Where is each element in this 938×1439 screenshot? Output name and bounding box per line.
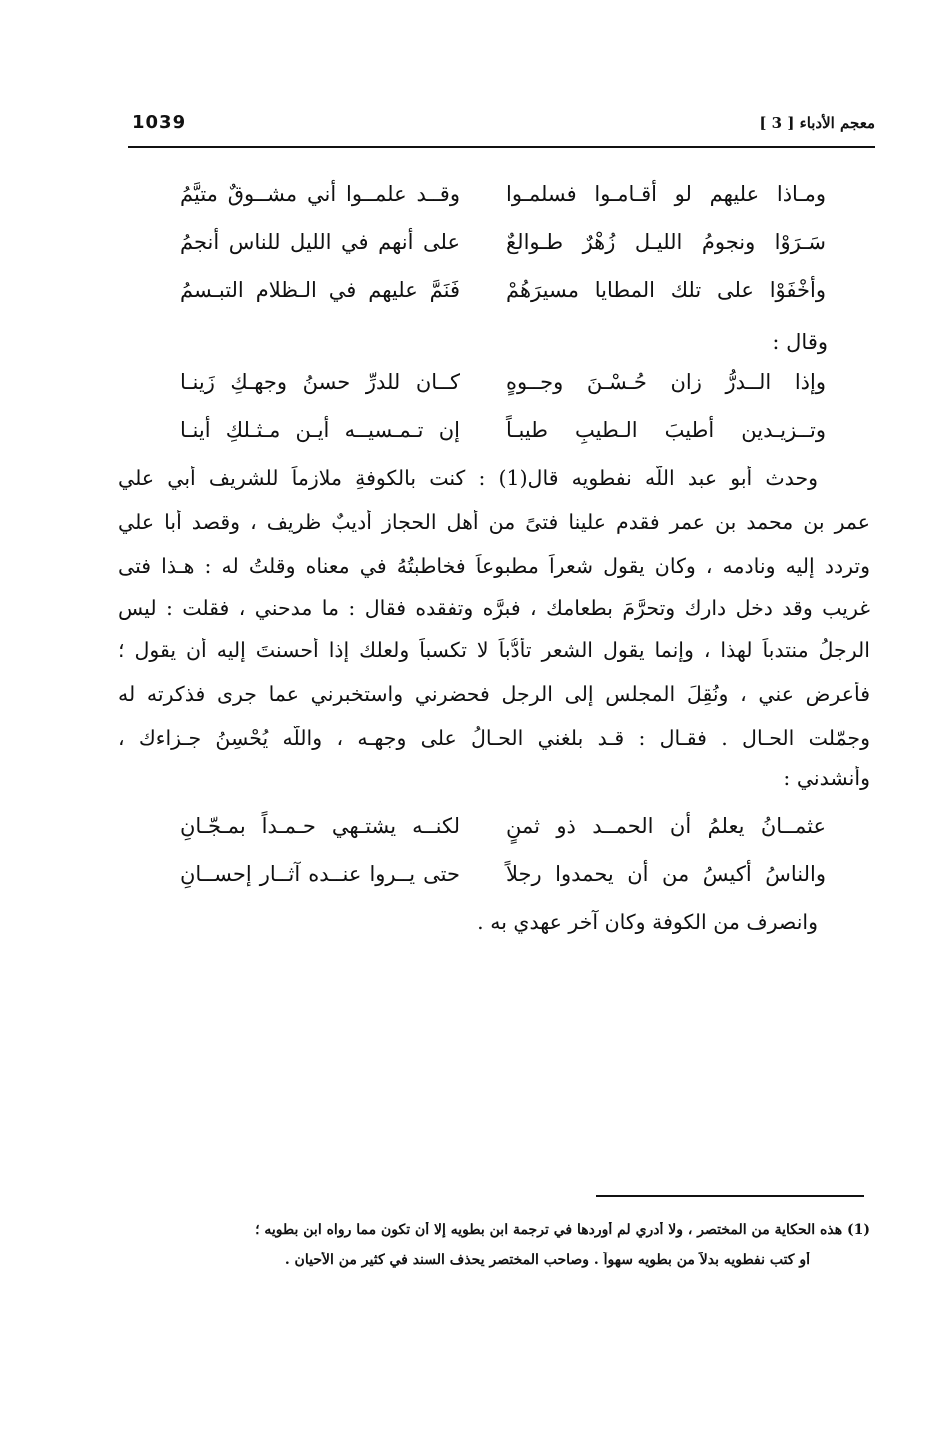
verse-second-hemistich: وقــد علمــوا أني مشــوقٌ متيَّمُ	[180, 182, 460, 206]
verse-line	[150, 814, 826, 864]
verse-first-hemistich: وإذا الــدرُّ زان حُـسْـنَ وجــوهٍ	[506, 370, 826, 394]
verse-line	[150, 418, 826, 468]
verse-second-hemistich: إن تـمـسيــه أيـن مـثـلكِ أينـا	[180, 418, 460, 442]
header-rule	[128, 146, 875, 148]
verse-first-hemistich: ومـاذا عليهم لو أقـامـوا فسلمـوا	[506, 182, 826, 206]
paragraph-line: وحدث أبو عبد اللّه نفطويه قال(1) : كنت بالكوفةِ ملازماً للشريف أبي علي	[118, 466, 818, 490]
verse-second-hemistich: لكنــه يشتـهي حـمـداً بمـجّـانِ	[180, 814, 460, 838]
verse-line	[150, 370, 826, 420]
verse-line	[150, 862, 826, 912]
verse-first-hemistich: عثمــانُ يعلمُ أن الحمــد ذو ثمنٍ	[506, 814, 826, 838]
page-header	[128, 112, 875, 142]
paragraph-line: وتردد إليه ونادمه ، وكان يقول شعراً مطبوعاً فخاطبتُهُ في معناه وقلتُ له : هـذا فتى	[118, 554, 870, 578]
footnote-line: (1) هذه الحكاية من المختصر ، ولا أدري لم أوردها في ترجمة ابن بطويه إلا أن تكون مما رواه ابن بطويه ؛	[255, 1222, 870, 1238]
verse-first-hemistich: والناسُ أكيسُ من أن يحمدوا رجلاً	[506, 862, 826, 886]
verse-second-hemistich: حتى يــروا عنــده آثــار إحســانِ	[180, 862, 460, 886]
paragraph-line: وأنشدني :	[783, 766, 870, 790]
paragraph-line: غريب وقد دخل دارك وتحرَّمَ بطعامك ، فبرَّه وتفقده فقال : ما مدحني ، فقلت : ليس	[118, 596, 870, 620]
paragraph-line: الرجلُ منتدباً لهذا ، وإنما يقول الشعر تأدُّباً لا تكسباً ولعلك إذا أحسنتَ إليه أن يقول ؛	[118, 638, 870, 662]
page-number: 1039	[132, 112, 187, 133]
footnote-rule	[596, 1195, 864, 1197]
paragraph-line: فأعرض عني ، ونُقِلَ المجلس إلى الرجل فحضرني واستخبرني عما جرى فذكرته له	[118, 682, 870, 706]
paragraph-line: عمر بن محمد بن عمر فقدم علينا فتىً من أهل الحجاز أديبٌ ظريف ، وقصد أبا علي	[118, 510, 870, 534]
verse-line	[150, 182, 826, 232]
running-title: معجم الأدباء [ 3 ]	[759, 114, 875, 132]
verse-first-hemistich: سَـرَوْا ونجومُ الليـل زُهْرٌ طـوالعٌ	[506, 230, 826, 254]
closing-line: وانصرف من الكوفة وكان آخر عهدي به .	[477, 910, 818, 934]
verse-first-hemistich: وتــزيـدين أطيبَ الـطيبِ طيبـاً	[506, 418, 826, 442]
verse-line	[150, 230, 826, 280]
verse-first-hemistich: وأخْفَوْا على تلك المطايا مسيرَهُمْ	[506, 278, 826, 302]
verse-second-hemistich: كــان للدرِّ حسنُ وجهـكِ زَينـا	[180, 370, 460, 394]
footnote-line: أو كتب نفطويه بدلاً من بطويه سهواً . وصاحب المختصر يحذف السند في كثير من الأحيان .	[284, 1252, 810, 1268]
verse-line	[150, 278, 826, 328]
verse-second-hemistich: فَنَمَّ عليهم في الـظلام التبـسمُ	[180, 278, 460, 302]
verse-second-hemistich: على أنهم في الليل للناس أنجمُ	[180, 230, 460, 254]
section-intro: وقال :	[772, 330, 828, 354]
paragraph-line: وجمّلت الحـال . فقـال : قـد بلغني الحـالُ على وجهـه ، واللّه يُحْسِنُ جـزاءك ،	[118, 726, 870, 750]
